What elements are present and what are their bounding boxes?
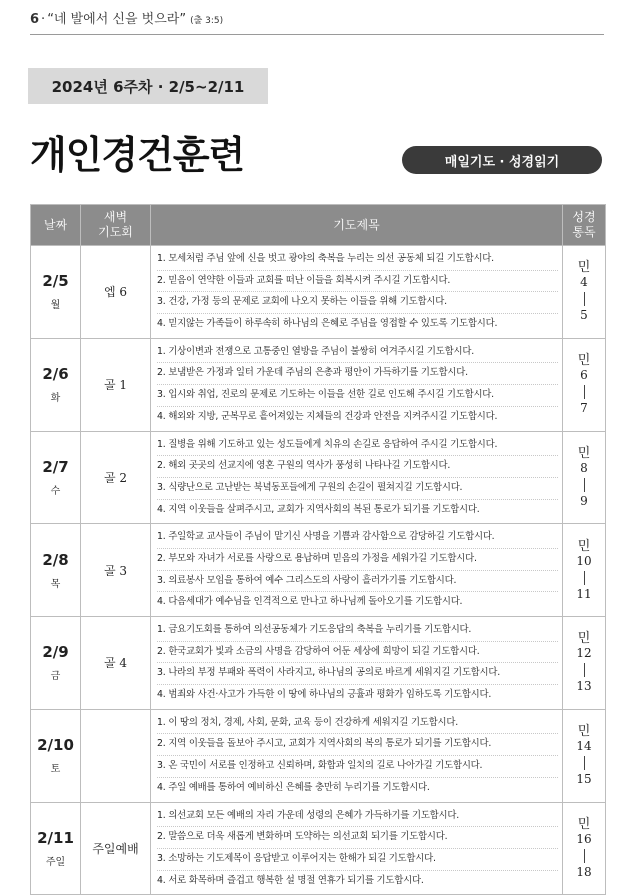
header-title: “네 발에서 신을 벗으라” (47, 12, 187, 27)
prayer-item: 2. 믿음이 연약한 이들과 교회를 떠난 이들을 회복시켜 주시길 기도합시다. (157, 271, 558, 293)
bible-cell (563, 617, 606, 710)
bible-book: 민 (577, 724, 591, 740)
prayer-cell (151, 524, 563, 617)
bible-cell (563, 246, 606, 339)
dawn-scripture: 골 2 (103, 470, 128, 485)
bible-to: 15 (576, 772, 592, 787)
prayer-item: 1. 기상이변과 전쟁으로 고통중인 열방을 주님이 불쌍히 여겨주시길 기도합시다. (157, 342, 558, 364)
prayer-item: 3. 나라의 부정 부패와 폭력이 사라지고, 하나님의 공의로 바르게 세워지길 기도합시다. (157, 663, 558, 685)
range-bar (584, 756, 585, 770)
bible-to: 13 (576, 679, 592, 694)
prayer-cell (151, 617, 563, 710)
prayer-item: 4. 해외와 지방, 군복무로 흩어져있는 지체들의 건강과 안전을 지켜주시길 기도합시다. (157, 410, 498, 422)
range-bar (584, 385, 585, 399)
date-value: 2/9 (42, 643, 69, 662)
bible-from: 4 (580, 275, 588, 290)
prayer-item: 1. 모세처럼 주님 앞에 신을 벗고 광야의 축복을 누리는 의선 공동체 되길 기도합시다. (157, 249, 558, 271)
header-date-label: 날짜 (43, 217, 68, 232)
date-value: 2/5 (42, 272, 69, 291)
prayer-cell (151, 709, 563, 802)
table-row (31, 709, 606, 802)
date-cell (31, 338, 81, 431)
date-cell (31, 431, 81, 524)
range-bar (584, 663, 585, 677)
prayer-item: 2. 부모와 자녀가 서로를 사랑으로 용납하며 믿음의 가정을 세워가길 기도합시다. (157, 549, 558, 571)
day-of-week: 금 (50, 671, 61, 683)
date-value: 2/11 (37, 828, 74, 847)
prayer-item: 1. 주일학교 교사들이 주님이 맡기신 사명을 기쁨과 감사함으로 감당하길 기도합시다. (157, 527, 558, 549)
day-of-week: 화 (50, 393, 61, 405)
bible-book: 민 (577, 445, 591, 461)
prayer-item: 2. 지역 이웃들을 돌보아 주시고, 교회가 지역사회의 복의 통로가 되기를 기도합시다. (157, 734, 558, 756)
prayer-item: 2. 해외 곳곳의 선교지에 영혼 구원의 역사가 풍성히 나타나길 기도합시다. (157, 456, 558, 478)
bible-from: 8 (580, 460, 588, 475)
bible-from: 10 (576, 553, 592, 568)
prayer-item: 1. 의선교회 모든 예배의 자리 가운데 성령의 은혜가 가득하기를 기도합시다. (157, 806, 558, 828)
prayer-item: 3. 건강, 가정 등의 문제로 교회에 나오지 못하는 이들을 위해 기도합시다. (157, 292, 558, 314)
bible-from: 6 (580, 368, 588, 383)
prayer-schedule-table (30, 204, 606, 895)
prayer-item: 3. 식량난으로 고난받는 북녘동포들에게 구원의 손길이 펼쳐지길 기도합시다. (157, 478, 558, 500)
prayer-item: 3. 입시와 취업, 진로의 문제로 기도하는 이들을 선한 길로 인도해 주시길 기도합시다. (157, 385, 558, 407)
prayer-item: 1. 금요기도회를 통하여 의선공동체가 기도응답의 축복을 누리기를 기도합시다. (157, 620, 558, 642)
bible-to: 11 (576, 586, 592, 601)
date-value: 2/7 (42, 457, 69, 476)
prayer-item: 3. 소망하는 기도제목이 응답받고 이루어지는 한해가 되길 기도합시다. (157, 849, 558, 871)
prayer-item: 1. 이 땅의 정치, 경제, 사회, 문화, 교육 등이 건강하게 세워지길 기도합시다. (157, 713, 558, 735)
dawn-cell (81, 338, 151, 431)
bible-book: 민 (577, 260, 591, 276)
table-row (31, 431, 606, 524)
bible-cell (563, 431, 606, 524)
prayer-item: 2. 한국교회가 빛과 소금의 사명을 감당하여 어둔 세상에 희망이 되길 기도합시다. (157, 642, 558, 664)
day-of-week: 월 (50, 300, 61, 312)
prayer-cell (151, 431, 563, 524)
header-date (31, 205, 81, 246)
day-of-week: 토 (50, 764, 61, 776)
page-header (30, 8, 223, 26)
date-cell (31, 246, 81, 339)
bible-cell (563, 709, 606, 802)
bible-to: 7 (580, 401, 588, 416)
prayer-item: 2. 보냄받은 가정과 일터 가운데 주님의 은총과 평안이 가득하기를 기도합시다. (157, 363, 558, 385)
bible-to: 9 (580, 493, 588, 508)
date-cell (31, 524, 81, 617)
bible-from: 16 (576, 831, 592, 846)
header-reference: (출 3:5) (190, 16, 224, 26)
header-dawn-label: 새벽 기도회 (98, 210, 133, 239)
bible-book: 민 (577, 631, 591, 647)
prayer-item: 1. 질병을 위해 기도하고 있는 성도들에게 치유의 손길로 응답하여 주시길 기도합시다. (157, 435, 558, 457)
range-bar (584, 571, 585, 585)
prayer-item: 4. 믿지않는 가족들이 하루속히 하나님의 은혜로 주님을 영접할 수 있도록 기도합시다. (157, 318, 498, 330)
header-prayer (151, 205, 563, 246)
date-value: 2/10 (37, 736, 74, 755)
category-pill: 매일기도 · 성경읽기 (402, 146, 602, 174)
page-title: 개인경건훈련 (30, 133, 245, 177)
dawn-cell (81, 431, 151, 524)
date-cell (31, 617, 81, 710)
prayer-cell (151, 246, 563, 339)
dawn-scripture: 골 4 (103, 656, 128, 671)
day-of-week: 목 (50, 578, 61, 590)
dawn-cell (81, 709, 151, 802)
table-header-row (31, 205, 606, 246)
prayer-item: 4. 주일 예배를 통하여 예비하신 은혜를 충만히 누리기를 기도합시다. (157, 781, 430, 793)
prayer-item: 2. 말씀으로 더욱 새롭게 변화하며 도약하는 의선교회 되기를 기도합시다. (157, 827, 558, 849)
week-label: 2024년 6주차 · 2/5~2/11 (28, 68, 268, 104)
header-separator: · (41, 12, 46, 27)
bible-cell (563, 524, 606, 617)
bible-book: 민 (577, 538, 591, 554)
prayer-item: 3. 의료봉사 모임을 통하여 예수 그리스도의 사랑이 흘러가기를 기도합시다. (157, 571, 558, 593)
table-row (31, 617, 606, 710)
bible-cell (563, 338, 606, 431)
header-bible (563, 205, 606, 246)
dawn-scripture: 골 3 (103, 563, 128, 578)
bible-from: 14 (576, 739, 592, 754)
dawn-cell (81, 246, 151, 339)
table-row (31, 246, 606, 339)
bible-to: 5 (580, 308, 588, 323)
dawn-scripture: 엡 6 (103, 285, 128, 300)
bible-from: 12 (576, 646, 592, 661)
day-of-week: 수 (50, 485, 61, 497)
dawn-cell (81, 524, 151, 617)
range-bar (584, 292, 585, 306)
header-divider (30, 34, 604, 35)
dawn-scripture: 골 1 (103, 378, 128, 393)
prayer-item: 4. 범죄와 사건·사고가 가득한 이 땅에 하나님의 긍휼과 평화가 임하도록 기도합시다. (157, 689, 492, 701)
bible-book: 민 (577, 816, 591, 832)
header-dawn (81, 205, 151, 246)
dawn-cell (81, 617, 151, 710)
prayer-item: 4. 서로 화목하며 즐겁고 행복한 설 명절 연휴가 되기를 기도합시다. (157, 874, 424, 886)
prayer-item: 4. 지역 이웃들을 살펴주시고, 교회가 지역사회의 복된 통로가 되기를 기도합시다. (157, 503, 480, 515)
prayer-item: 3. 온 국민이 서로를 인정하고 신뢰하며, 화합과 일치의 길로 나아가길 기도합시다. (157, 756, 558, 778)
bible-book: 민 (577, 353, 591, 369)
bible-to: 18 (576, 864, 592, 879)
date-value: 2/8 (42, 550, 69, 569)
range-bar (584, 478, 585, 492)
range-bar (584, 849, 585, 863)
table-row (31, 524, 606, 617)
header-bible-label: 성경 통독 (572, 210, 596, 239)
prayer-item: 4. 다음세대가 예수님을 인격적으로 만나고 하나님께 돌아오기를 기도합시다. (157, 596, 463, 608)
date-value: 2/6 (42, 365, 69, 384)
table-row (31, 338, 606, 431)
page-number: 6 (30, 12, 40, 27)
dawn-scripture: 주일예배 (92, 841, 139, 856)
day-of-week: 주일 (45, 856, 66, 868)
header-prayer-label: 기도제목 (333, 217, 380, 232)
date-cell (31, 709, 81, 802)
prayer-cell (151, 338, 563, 431)
